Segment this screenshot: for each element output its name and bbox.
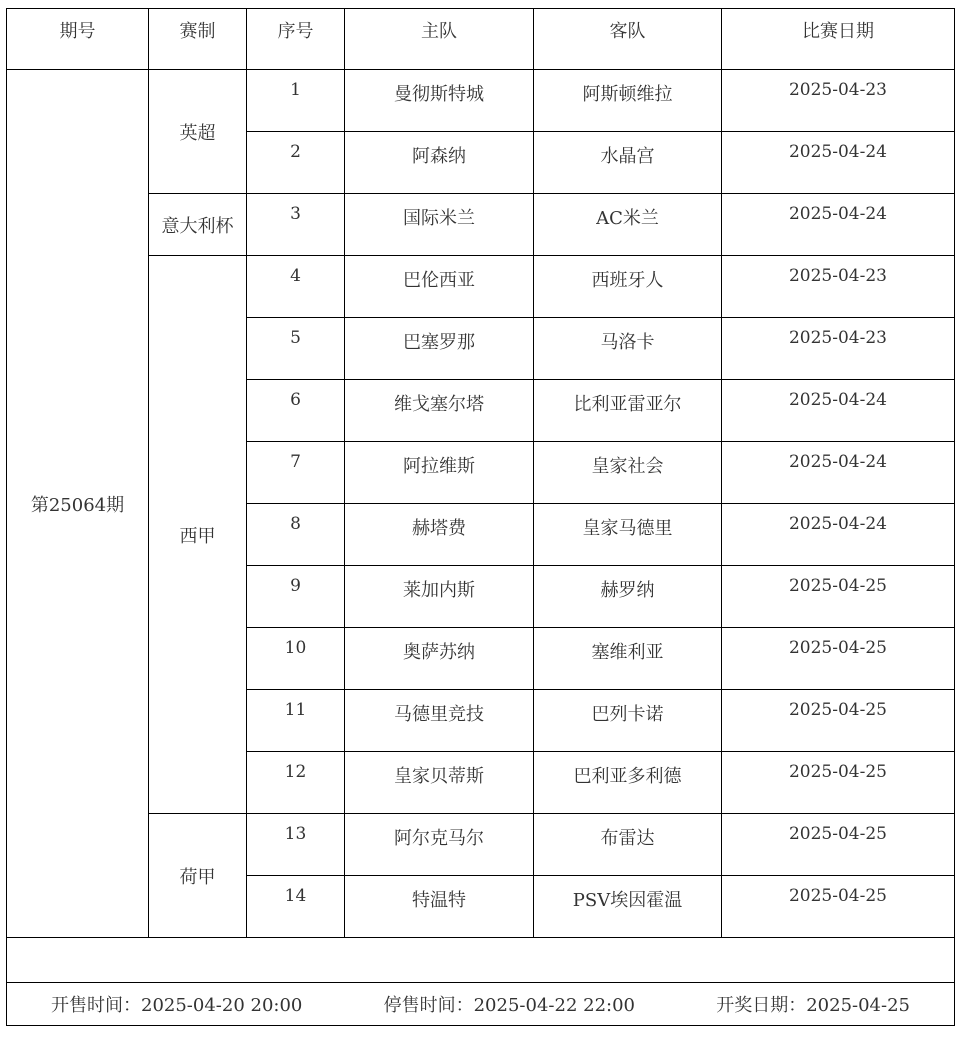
header-match-date: 比赛日期 bbox=[722, 9, 955, 70]
away-team: 赫罗纳 bbox=[534, 566, 722, 628]
home-team: 巴伦西亚 bbox=[345, 256, 534, 318]
match-number: 3 bbox=[247, 194, 345, 256]
home-team: 阿森纳 bbox=[345, 132, 534, 194]
away-team: 水晶宫 bbox=[534, 132, 722, 194]
draw-date: 开奖日期：2025-04-25 bbox=[716, 995, 910, 1016]
sale-info-cell bbox=[7, 983, 955, 1026]
league-cell: 意大利杯 bbox=[149, 194, 247, 256]
home-team: 皇家贝蒂斯 bbox=[345, 752, 534, 814]
match-number: 13 bbox=[247, 814, 345, 876]
league-cell: 荷甲 bbox=[149, 814, 247, 938]
header-period: 期号 bbox=[7, 9, 149, 70]
match-number: 6 bbox=[247, 380, 345, 442]
match-number: 1 bbox=[247, 70, 345, 132]
home-team: 阿拉维斯 bbox=[345, 442, 534, 504]
table-row bbox=[7, 256, 955, 318]
table-row bbox=[7, 814, 955, 876]
away-team: 巴利亚多利德 bbox=[534, 752, 722, 814]
match-number: 7 bbox=[247, 442, 345, 504]
header-competition: 赛制 bbox=[149, 9, 247, 70]
sale-stop-time: 停售时间：2025-04-22 22:00 bbox=[383, 995, 635, 1016]
match-number: 10 bbox=[247, 628, 345, 690]
home-team: 特温特 bbox=[345, 876, 534, 938]
match-date: 2025-04-25 bbox=[722, 628, 955, 690]
home-team: 阿尔克马尔 bbox=[345, 814, 534, 876]
header-away-team: 客队 bbox=[534, 9, 722, 70]
league-cell: 英超 bbox=[149, 70, 247, 194]
away-team: AC米兰 bbox=[534, 194, 722, 256]
table-row bbox=[7, 194, 955, 256]
match-date: 2025-04-25 bbox=[722, 566, 955, 628]
header-home-team: 主队 bbox=[345, 9, 534, 70]
home-team: 马德里竞技 bbox=[345, 690, 534, 752]
home-team: 奥萨苏纳 bbox=[345, 628, 534, 690]
away-team: 马洛卡 bbox=[534, 318, 722, 380]
home-team: 国际米兰 bbox=[345, 194, 534, 256]
schedule-table bbox=[6, 8, 955, 1026]
header-number: 序号 bbox=[247, 9, 345, 70]
away-team: 皇家社会 bbox=[534, 442, 722, 504]
match-number: 14 bbox=[247, 876, 345, 938]
match-number: 11 bbox=[247, 690, 345, 752]
match-number: 9 bbox=[247, 566, 345, 628]
match-date: 2025-04-25 bbox=[722, 690, 955, 752]
away-team: 布雷达 bbox=[534, 814, 722, 876]
away-team: 皇家马德里 bbox=[534, 504, 722, 566]
match-date: 2025-04-25 bbox=[722, 814, 955, 876]
match-number: 8 bbox=[247, 504, 345, 566]
sale-start-time: 开售时间：2025-04-20 20:00 bbox=[51, 995, 303, 1016]
away-team: 比利亚雷亚尔 bbox=[534, 380, 722, 442]
match-number: 2 bbox=[247, 132, 345, 194]
sale-info bbox=[7, 991, 954, 1017]
away-team: 西班牙人 bbox=[534, 256, 722, 318]
home-team: 曼彻斯特城 bbox=[345, 70, 534, 132]
blank-cell bbox=[7, 938, 955, 983]
sale-info-row bbox=[7, 983, 955, 1026]
match-number: 5 bbox=[247, 318, 345, 380]
match-date: 2025-04-24 bbox=[722, 380, 955, 442]
home-team: 莱加内斯 bbox=[345, 566, 534, 628]
away-team: 阿斯顿维拉 bbox=[534, 70, 722, 132]
match-date: 2025-04-23 bbox=[722, 256, 955, 318]
blank-row bbox=[7, 938, 955, 983]
match-date: 2025-04-25 bbox=[722, 752, 955, 814]
table-row bbox=[7, 70, 955, 132]
match-number: 4 bbox=[247, 256, 345, 318]
header-row bbox=[7, 9, 955, 70]
match-date: 2025-04-25 bbox=[722, 876, 955, 938]
period-cell: 第25064期 bbox=[7, 70, 149, 938]
match-date: 2025-04-24 bbox=[722, 504, 955, 566]
away-team: 巴列卡诺 bbox=[534, 690, 722, 752]
home-team: 维戈塞尔塔 bbox=[345, 380, 534, 442]
match-number: 12 bbox=[247, 752, 345, 814]
league-cell: 西甲 bbox=[149, 256, 247, 814]
home-team: 赫塔费 bbox=[345, 504, 534, 566]
match-date: 2025-04-24 bbox=[722, 194, 955, 256]
match-date: 2025-04-24 bbox=[722, 442, 955, 504]
match-date: 2025-04-24 bbox=[722, 132, 955, 194]
match-date: 2025-04-23 bbox=[722, 318, 955, 380]
away-team: PSV埃因霍温 bbox=[534, 876, 722, 938]
cropped-text-line bbox=[0, 1051, 959, 1057]
match-date: 2025-04-23 bbox=[722, 70, 955, 132]
home-team: 巴塞罗那 bbox=[345, 318, 534, 380]
away-team: 塞维利亚 bbox=[534, 628, 722, 690]
